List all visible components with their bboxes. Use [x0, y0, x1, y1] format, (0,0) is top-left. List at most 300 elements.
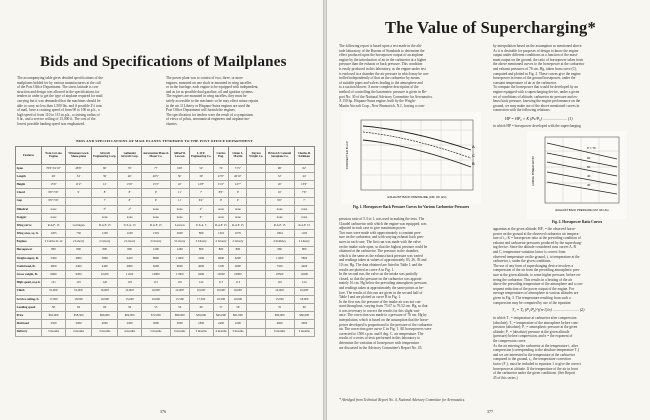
text-line: mately 16 cm. Hg below the prevailing atmospheric pressure,: [339, 281, 428, 286]
table-cell: 58: [42, 303, 66, 311]
text-line: and readings taken at values of approximately 83, 26, 39 and: [339, 258, 427, 263]
text-line: and C, temperature variation factor is correct from: [493, 249, 566, 254]
table-cell: 5 months: [141, 328, 170, 336]
table-cell: 54: [170, 303, 189, 311]
table-cell: $90,000: [265, 312, 294, 320]
table-row: [16, 263, 315, 271]
text-line: air. The correction gave curve C in Fig. 1. All horsepowers were: [339, 327, 432, 332]
text-line: or in the fuselage, each engine to be equipped with independent,: [166, 85, 259, 90]
table-cell: 2500: [42, 320, 66, 328]
table-cell: none: [170, 205, 189, 213]
table-cell: 6 months: [170, 328, 189, 336]
table-cell: 800: [189, 246, 213, 254]
table-row-label: Horsepower: [16, 246, 42, 254]
text-line: given in Fig. 3. The temperature resulting from such a: [493, 295, 571, 300]
text-line: sure at the given altitude, to some higher pressure, before en-: [493, 272, 581, 277]
table-cell: none: [141, 213, 170, 221]
text-line: compression may be computed by use of the equation:: [493, 300, 572, 305]
fig2-xlabel: EXHAUST BACK PRESSURE (CM. OF HG): [555, 209, 609, 212]
text-line: power developed is proportional to the pressure of the carburetor: [339, 322, 433, 327]
table-cell: 1070: [229, 230, 247, 238]
text-line: trolled independently of that on the carburetor by means: [339, 76, 420, 81]
text-line: ing device. Since the altitude considered runs curves A, B: [493, 245, 576, 250]
table-cell: 2 Liberty: [294, 238, 315, 246]
table-cell: 13'6": [118, 181, 141, 189]
right-column-1-upper: [339, 44, 485, 108]
table-cell: 3 months: [189, 328, 213, 336]
figure-2: [527, 131, 627, 219]
table-row-label: Dihedral: [16, 205, 42, 213]
table-cell: 4600: [42, 263, 66, 271]
table-cell: [247, 328, 265, 336]
table-cell: 4 months: [213, 328, 229, 336]
table-row-label: Stagger: [16, 213, 42, 221]
table-cell: 6": [189, 213, 213, 221]
table-cell: 14800: [141, 271, 170, 279]
text-line: lowest possible landing speed was emphasized.: [17, 121, 86, 126]
table-cell: [247, 164, 265, 172]
text-line: adjusted in each case to give maximum power.: [339, 226, 407, 231]
table-cell: 4600: [229, 263, 247, 271]
table-row-label: Landing speed: [16, 303, 42, 311]
table-cell: $72,000: [141, 312, 170, 320]
fig2-curve-30-label: 30: [587, 183, 591, 187]
table-row: [16, 287, 315, 295]
text-line: and readings taken at approximately the same points as be-: [339, 285, 424, 290]
table-cell: [247, 312, 265, 320]
table-cell: 7': [92, 197, 118, 205]
table-cell: 10,000': [92, 287, 118, 295]
table-cell: none: [118, 213, 141, 221]
table-cell: 18,000: [294, 295, 315, 303]
intro-column-2: [166, 76, 306, 127]
table-cell: 4400: [294, 263, 315, 271]
left-page: [0, 0, 323, 420]
table-cell: 800: [213, 246, 229, 254]
text-line: which is the same as the exhaust back pressure was varied: [339, 253, 423, 258]
text-line: average temperatures of atmosphere at various altitudes are: [493, 291, 579, 296]
table-cell: 55: [265, 303, 294, 311]
table-cell: 2 Liberty: [189, 238, 213, 246]
table-row-label: Span: [16, 164, 42, 172]
right-page-title: The Value of Supercharging*: [385, 18, 596, 37]
table-row: [16, 222, 315, 230]
table-header-cell: Dayton Wright Co.: [247, 147, 265, 165]
fig2-curve-60-label: 60: [587, 156, 591, 160]
text-line: Post Office Department will furnish the engines.: [166, 108, 236, 113]
table-row: [16, 164, 315, 172]
table-cell: R.A.F. 15: [92, 222, 118, 230]
right-page-number: 377: [487, 409, 493, 414]
table-row: [16, 303, 315, 311]
text-line: The following report is based upon a test made in the alti-: [339, 44, 423, 48]
table-cell: 46': [118, 172, 141, 180]
table-cell: [247, 230, 265, 238]
text-line: A 150 hp. Hispano-Suiza engine, built by the Wright-: [339, 99, 416, 104]
table-row-label: Wing area, sq. ft.: [16, 230, 42, 238]
text-line: Martin Aircraft Corp., New Brunswick, N.J., having a com-: [339, 103, 425, 108]
table-cell: 121: [42, 279, 66, 287]
table-cell: none: [42, 205, 66, 213]
text-line: power on the ground at the observed carburetor air tempera-: [493, 231, 580, 236]
text-line: in the air. If Liberty or Hispano-Suiza engines are used the: [166, 103, 251, 108]
table-cell: 46'5": [141, 172, 170, 180]
text-line: computed and plotted in Fig. 2. These curves give the engine: [493, 71, 581, 76]
text-line: able to carry no less than 1,500 lbs. and if possible 2½ tons: [17, 103, 102, 108]
text-line: is easily produced in this laboratory, as the engine under test: [339, 66, 426, 71]
table-cell: 11000: [265, 254, 294, 262]
table-cell: 3000: [170, 320, 189, 328]
text-line: results of a series of tests performed in this laboratory to: [339, 336, 421, 341]
text-line: above the prevailing temperature of the atmosphere and a con-: [493, 282, 583, 287]
table-cell: 4400: [66, 263, 92, 271]
table-cell: 10,000': [265, 287, 294, 295]
table-cell: 800: [42, 246, 66, 254]
table-cell: 10,000': [141, 287, 170, 295]
table-cell: 2 Liberty: [118, 238, 141, 246]
text-line: pressure than the exhaust or back pressure. This condition: [339, 62, 423, 67]
text-line: engines, mounted on one shaft or mounted in wing nacelles: [166, 80, 252, 85]
text-line: altitude; P₁ = (absolute) pressure at the given altitude: [493, 329, 570, 334]
table-cell: 5800: [92, 254, 118, 262]
table-cell: 9': [229, 189, 247, 197]
table-cell: 16,500: [213, 295, 229, 303]
table-row-label: Engines: [16, 238, 42, 246]
text-line: closed, so that the pressure on the carburetor was approxi-: [339, 276, 423, 281]
figure-1: [341, 112, 481, 204]
equation-1-note: in which HP = horsepower developed with the supercharging: [493, 124, 581, 128]
table-cell: 2 Liberty: [66, 238, 92, 246]
table-cell: 46'10": [229, 172, 247, 180]
table-row: [16, 230, 315, 238]
text-line: by interpolation based on the assumption as mentioned above.: [493, 44, 583, 48]
table-row: [16, 254, 315, 262]
table-cell: Gottingen: [66, 222, 92, 230]
table-cell: none: [265, 205, 294, 213]
text-line: of the carburetor under the given conditions. (See Report: [493, 371, 575, 376]
fig1-curve-b-label: B: [472, 161, 475, 166]
table-cell: 6200: [229, 254, 247, 262]
table-cell: 6200: [141, 263, 170, 271]
table-cell: none: [213, 205, 229, 213]
intro-column-1: [17, 76, 157, 127]
table-cell: 8'6": [213, 189, 229, 197]
table-cell: 2°: [189, 205, 213, 213]
table-cell: 1105: [294, 230, 315, 238]
table-cell: 10,000': [170, 287, 189, 295]
text-line: and we are interested in the temperature at the carburetor: [493, 352, 575, 357]
table-cell: 11000: [170, 254, 189, 262]
table-cell: 50': [170, 172, 189, 180]
table-cell: 4 months: [66, 328, 92, 336]
text-line: results are plotted as curve A in Fig. 1.: [339, 267, 395, 272]
text-line: The accompanying table gives detailed specifications of the: [17, 76, 103, 80]
footnote: * Abridged from Technical Report No. 4, National Advisory Committee for Aeronautics.: [339, 398, 466, 402]
table-cell: 3000: [141, 320, 170, 328]
table-cell: 110: [265, 279, 294, 287]
table-row: [16, 295, 315, 303]
table-cell: [247, 254, 265, 262]
table-cell: [247, 320, 265, 328]
specifications-table: [15, 146, 315, 337]
table-cell: 8600: [141, 254, 170, 262]
table-row-label: Mail load: [16, 320, 42, 328]
table-cell: 124: [294, 279, 315, 287]
table-row: [16, 197, 315, 205]
table-cell: 6'4": [189, 197, 213, 205]
text-line: observed temperature on the ground, t₀ to temperature at the: [493, 254, 580, 259]
table-cell: R.A.F. 15: [294, 222, 315, 230]
table-cell: 860: [189, 230, 213, 238]
fig2-curve-30: [547, 182, 617, 194]
table-cell: 71'5": [229, 164, 247, 172]
table-cell: 800: [118, 246, 141, 254]
text-line: 6 hr., and a service ceiling of 15,000 ft. The cost of the: [17, 117, 96, 122]
table-cell: 8'6"/5'6": [42, 197, 66, 205]
table-cell: [247, 181, 265, 189]
text-line: To compute the horsepower that would be developed by an: [493, 85, 578, 90]
table-cell: 4000: [189, 263, 213, 271]
table-cell: 17000: [170, 271, 189, 279]
figure-2-plot: [527, 131, 627, 219]
table-row: [16, 181, 315, 189]
table-row-label: Useful load, lb.: [16, 263, 42, 271]
table-cell: 7': [189, 189, 213, 197]
fig2-curve-76-label: P = 76: [587, 146, 596, 150]
table-row-label: Length: [16, 172, 42, 180]
table-cell: [66, 205, 92, 213]
table-cell: 16,000: [92, 295, 118, 303]
text-line: are discussed in the Advisory Committee's Report No. 45.: [339, 345, 423, 350]
text-line: effect produced upon the horsepower output of an airplane: [339, 53, 424, 58]
table-cell: 2 Liberty: [92, 238, 118, 246]
table-row-label: Gross weight, lb.: [16, 271, 42, 279]
text-line: the above mentioned curves to the horsepower at the carburetor: [493, 62, 585, 67]
table-cell: 4400: [92, 263, 118, 271]
table-cell: 18500: [265, 271, 294, 279]
table-cell: U.S.A. 5: [189, 222, 213, 230]
table-cell: 1205: [42, 230, 66, 238]
table-row: [16, 328, 315, 336]
table-row: [16, 279, 315, 287]
figure-1-plot: [341, 112, 481, 204]
text-line: port No. 30 of the National Advisory Committee for Aeronautics.: [339, 94, 433, 99]
text-line: chanics.: [166, 121, 178, 126]
text-line: sure on the carburetor, and with varying exhaust back pres-: [339, 235, 425, 240]
text-line: exhaust and carburetor pressures produced by the supercharg-: [493, 240, 582, 245]
fig1-curve-b: [363, 140, 471, 167]
table-cell: 1319: [141, 230, 170, 238]
table-cell: 1800: [189, 320, 213, 328]
text-line: As the air entering the carburetor at the temperature t₁ after: [493, 343, 579, 348]
table-cell: 10,000': [42, 287, 66, 295]
table-cell: 17,500: [189, 295, 213, 303]
table-cell: 4000: [265, 320, 294, 328]
table-cell: [247, 238, 265, 246]
table-cell: $62,000: [42, 312, 66, 320]
text-line: pression (absolute); P₀ = atmospheric pressure at the given: [493, 325, 578, 330]
table-cell: 117: [213, 279, 229, 287]
text-line: tering the carburetor. This results in a heating of the air: [493, 277, 573, 282]
table-cell: 76'6"/61'10": [42, 164, 66, 172]
left-page-title: Bids and Specifications of Mailplanes: [40, 54, 287, 70]
table-cell: 9': [213, 197, 229, 205]
text-line: (absolute); T₀ = temperature of the atmosphere before com-: [493, 320, 579, 325]
text-line: pression ratio of 5.3 to 1, was used in making the tests. The: [339, 217, 425, 221]
table-cell: 122: [189, 279, 213, 287]
table-cell: [247, 295, 265, 303]
table-cell: 15,500: [170, 295, 189, 303]
table-cell: none: [42, 213, 66, 221]
table-cell: 20': [265, 181, 294, 189]
table-row-label: Height: [16, 181, 42, 189]
right-column-1-lower: [339, 217, 485, 350]
table-cell: 100': [170, 164, 189, 172]
table-cell: 10,000': [294, 287, 315, 295]
table-cell: 8'6"/5'6": [42, 189, 66, 197]
table-row: [16, 320, 315, 328]
text-line: mum output on the ground, the ratio of horsepower taken from: [493, 57, 584, 62]
table-row: [16, 213, 315, 221]
table-header-cell: Gallaudet Aircraft Corp.: [118, 147, 141, 165]
table-cell: 14'7": [229, 181, 247, 189]
text-line: tenders in order to get the type of airplane required for mail: [17, 94, 103, 99]
table-cell: [247, 197, 265, 205]
table-cell: [247, 263, 265, 271]
table-cell: R.A.F. 15: [141, 222, 170, 230]
table-cell: 2400: [213, 320, 229, 328]
table-cell: 2°: [118, 205, 141, 213]
table-cell: 7500: [265, 263, 294, 271]
table-cell: 3 Liberty: [170, 238, 189, 246]
table-cell: 800: [294, 246, 315, 254]
table-cell: 17,000: [42, 295, 66, 303]
table-cell: 44': [294, 172, 315, 180]
table-cell: 60: [294, 303, 315, 311]
fig1-curve-a-label: A: [472, 144, 475, 149]
table-cell: R.A.F. 15: [213, 222, 229, 230]
table-cell: [66, 197, 92, 205]
text-line: ance. The correction was made to a pressure of 76 cm. Hg by: [339, 313, 427, 318]
table-cell: $58,500: [66, 312, 92, 320]
table-cell: 11100: [118, 271, 141, 279]
table-cell: 1316: [213, 230, 229, 238]
table-cell: 9400: [189, 271, 213, 279]
text-line: output under different conditions as a function of the maxi-: [493, 53, 579, 58]
table-cell: 2 Liberty: [229, 238, 247, 246]
table-cell: 1200: [141, 246, 170, 254]
text-line: it was necessary to correct the results for this slight vari-: [339, 308, 421, 313]
table-cell: [247, 205, 265, 213]
table-cell: 6200: [118, 254, 141, 262]
table-header-cell: Aeromarine Plane & Motor Co.: [141, 147, 170, 165]
table-cell: 8': [118, 197, 141, 205]
text-line: the compression curve.: [493, 338, 527, 343]
text-line: haust back pressure, knowing the engine performance on the: [493, 99, 581, 104]
table-cell: none: [92, 213, 118, 221]
table-cell: 9': [141, 197, 170, 205]
table-cell: 113: [229, 279, 247, 287]
text-line: determine the variation of horsepower with temperature: [339, 341, 420, 346]
fig1-curve-a: [363, 126, 471, 150]
text-line: method of controlling the barometric pressure is given in Re-: [339, 89, 427, 94]
table-cell: 9': [141, 189, 170, 197]
table-cell: 10,000': [189, 287, 213, 295]
table-cell: 15'3": [141, 181, 170, 189]
text-line: Two runs were made with approximately a constant pres-: [339, 230, 422, 235]
table-cell: 118: [118, 279, 141, 287]
text-line: As it is desirable for purposes of design to know the engine: [493, 48, 579, 53]
table-cell: $64,000: [118, 312, 141, 320]
table-cell: Lawson: [170, 222, 189, 230]
table-cell: 34': [66, 172, 92, 180]
table-cell: 10,000': [213, 287, 229, 295]
text-line: engine by the introduction of air in the carburetor at a higher: [339, 57, 427, 62]
text-line: compared to the ground, t₀, the temperature correction: [493, 357, 571, 362]
equation-1-note-block: [493, 124, 639, 129]
text-line: ground, we may make use of the above mentioned curves in: [493, 103, 580, 108]
text-line: safely accessible to the mechanic so he may effect minor repairs: [166, 98, 259, 103]
text-line: of views of pilots, aeronautical engineers and airplane me-: [166, 117, 251, 122]
table-cell: 5360: [42, 254, 66, 262]
table-cell: 10,000': [229, 287, 247, 295]
table-cell: 58: [229, 303, 247, 311]
table-cell: 10,000': [118, 287, 141, 295]
table-row-label: High speed, m.p.h.: [16, 279, 42, 287]
table-row: [16, 246, 315, 254]
text-line: in which T₁ = temperature at carburetor after compression: [493, 316, 577, 320]
table-cell: 4800: [66, 254, 92, 262]
text-line: Table I and are plotted as curve B in Fig. 1.: [339, 295, 402, 300]
table-cell: 18,000: [66, 295, 92, 303]
figure-2-caption: Fig. 2. Horsepower Ratio Curves: [551, 220, 603, 224]
table-cell: 1100: [92, 230, 118, 238]
table-row: [16, 312, 315, 320]
text-line: The engines are mounted in wing nacelles, they must be: [166, 94, 247, 99]
table-cell: 96': [265, 164, 294, 172]
table-cell: 5800: [294, 254, 315, 262]
fig2-ylabel: HORSE POWER RATIO: [532, 156, 535, 186]
table-cell: none: [213, 213, 229, 221]
table-row-label: Climb: [16, 287, 42, 295]
table-cell: $80,000: [170, 312, 189, 320]
text-line: struction and design was allowed in the specifications for: [17, 89, 100, 94]
text-line: (pressure) before compression; and n = the exponent of: [493, 334, 573, 339]
table-cell: 16,000: [229, 295, 247, 303]
table-cell: 39': [189, 172, 213, 180]
table-cell: 12000: [213, 271, 229, 279]
text-line: stant throughout, varying from 73.67 to 76.52 cm. Hg, so that: [339, 304, 428, 309]
text-line: The power plant was to consist of two, three, or more: [166, 76, 243, 80]
table-cell: 3 months: [42, 328, 66, 336]
table-cell: 15,000: [265, 295, 294, 303]
table-cell: 60: [92, 303, 118, 311]
table-cell: [247, 303, 265, 311]
text-line: The use of any form of supercharging device involves a: [493, 263, 574, 268]
table-row-label: Price: [16, 312, 42, 320]
table-cell: 10200: [92, 271, 118, 279]
table-cell: 6900: [213, 254, 229, 262]
text-line: factor (F₁), must be included to equation 1 to give the correct: [493, 361, 581, 366]
table-row-label: Delivery: [16, 328, 42, 336]
text-line: In the first run, the pressure of the intake air was not con-: [339, 299, 422, 304]
table-cell: 800: [92, 246, 118, 254]
text-line: on the intake wide open, so that the highest pressure could be: [339, 244, 428, 249]
text-line: carrying but it was demanded that the machines should be: [17, 98, 101, 103]
text-line: obtained at the carburetor. The pressure in the chamber,: [339, 249, 419, 254]
text-line: horsepower at altitude. If the temperature of the air in front: [493, 366, 578, 371]
table-cell: [66, 213, 92, 221]
